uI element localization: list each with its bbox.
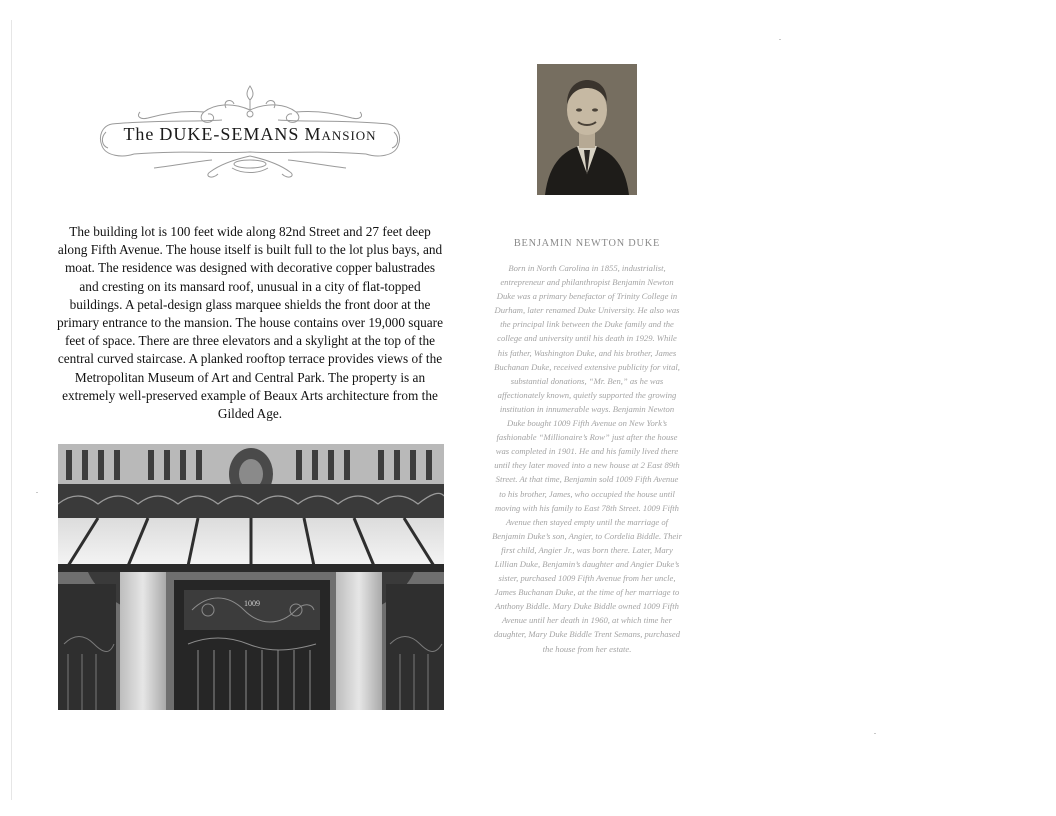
portrait-photo [537,64,637,195]
door-number: 1009 [244,599,260,608]
page-edge [11,20,12,800]
scan-speck [36,492,38,493]
main-paragraph: The building lot is 100 feet wide along 82nd Street and 27 feet deep along Fifth Avenue. The house itself is built full to the lot plus bays, and moat. The residence was designed with decorative copper balustrades and cresting on its mansard roof, unusual in a city of flat-topped buildings. A petal-design glass marquee shields the front door at the primary entrance to the mansion. The house contains over 19,000 square feet of space. There are three elevators and a skylight at the top of the central curved staircase. A planked rooftop terrace provides views of the Metropolitan Museum of Art and Central Park. The property is an extremely well-preserved example of Beaux Arts architecture from the Gilded Age. [57,224,443,422]
marquee-image [58,444,444,710]
page-title: The DUKE-SEMANS Mansion [123,124,377,144]
portrait-image [537,64,637,195]
title-ornament [92,80,408,180]
marquee-photo [58,444,444,710]
biography-text: Born in North Carolina in 1855, industrialist, entrepreneur and philanthropist Benjamin Newton Duke was a primary benefactor of Trinity College in Durham, later renamed Duke University. He also was the principal link between the Duke family and the college and university until his death in 1929. While his father, Washington Duke, and his brother, James Buchanan Duke, received extensive publicity for vital, substantial donations, “Mr. Ben,” as he was affectionately known, quietly supported the growing institution in innumerable ways. Benjamin Newton Duke bought 1009 Fifth Avenue on New York’s fashionable “Millionaire’s Row” just after the house was completed in 1901. He and his family lived there until they later moved into a new house at 2 East 89th Street. At that time, Benjamin sold 1009 Fifth Avenue to his brother, James, who occupied the house until moving with his family to East 78th Street. 1009 Fifth Avenue then stayed empty until the marriage of Benjamin Duke’s son, Angier, to Cordelia Biddle. Their first child, Angier Jr., was born there. Later, Mary Lillian Duke, Benjamin’s daughter and Angier Duke’s sister, purchased 1009 Fifth Avenue from her uncle, James Buchanan Duke, at the time of her marriage to Anthony Biddle. Mary Duke Biddle owned 1009 Fifth Avenue until her death in 1960, at which time her daughter, Mary Duke Biddle Trent Semans, purchased the house from her estate. [492,263,682,654]
scan-speck [874,733,876,734]
portrait-caption: BENJAMIN NEWTON DUKE [513,238,661,249]
scan-speck [779,39,781,40]
